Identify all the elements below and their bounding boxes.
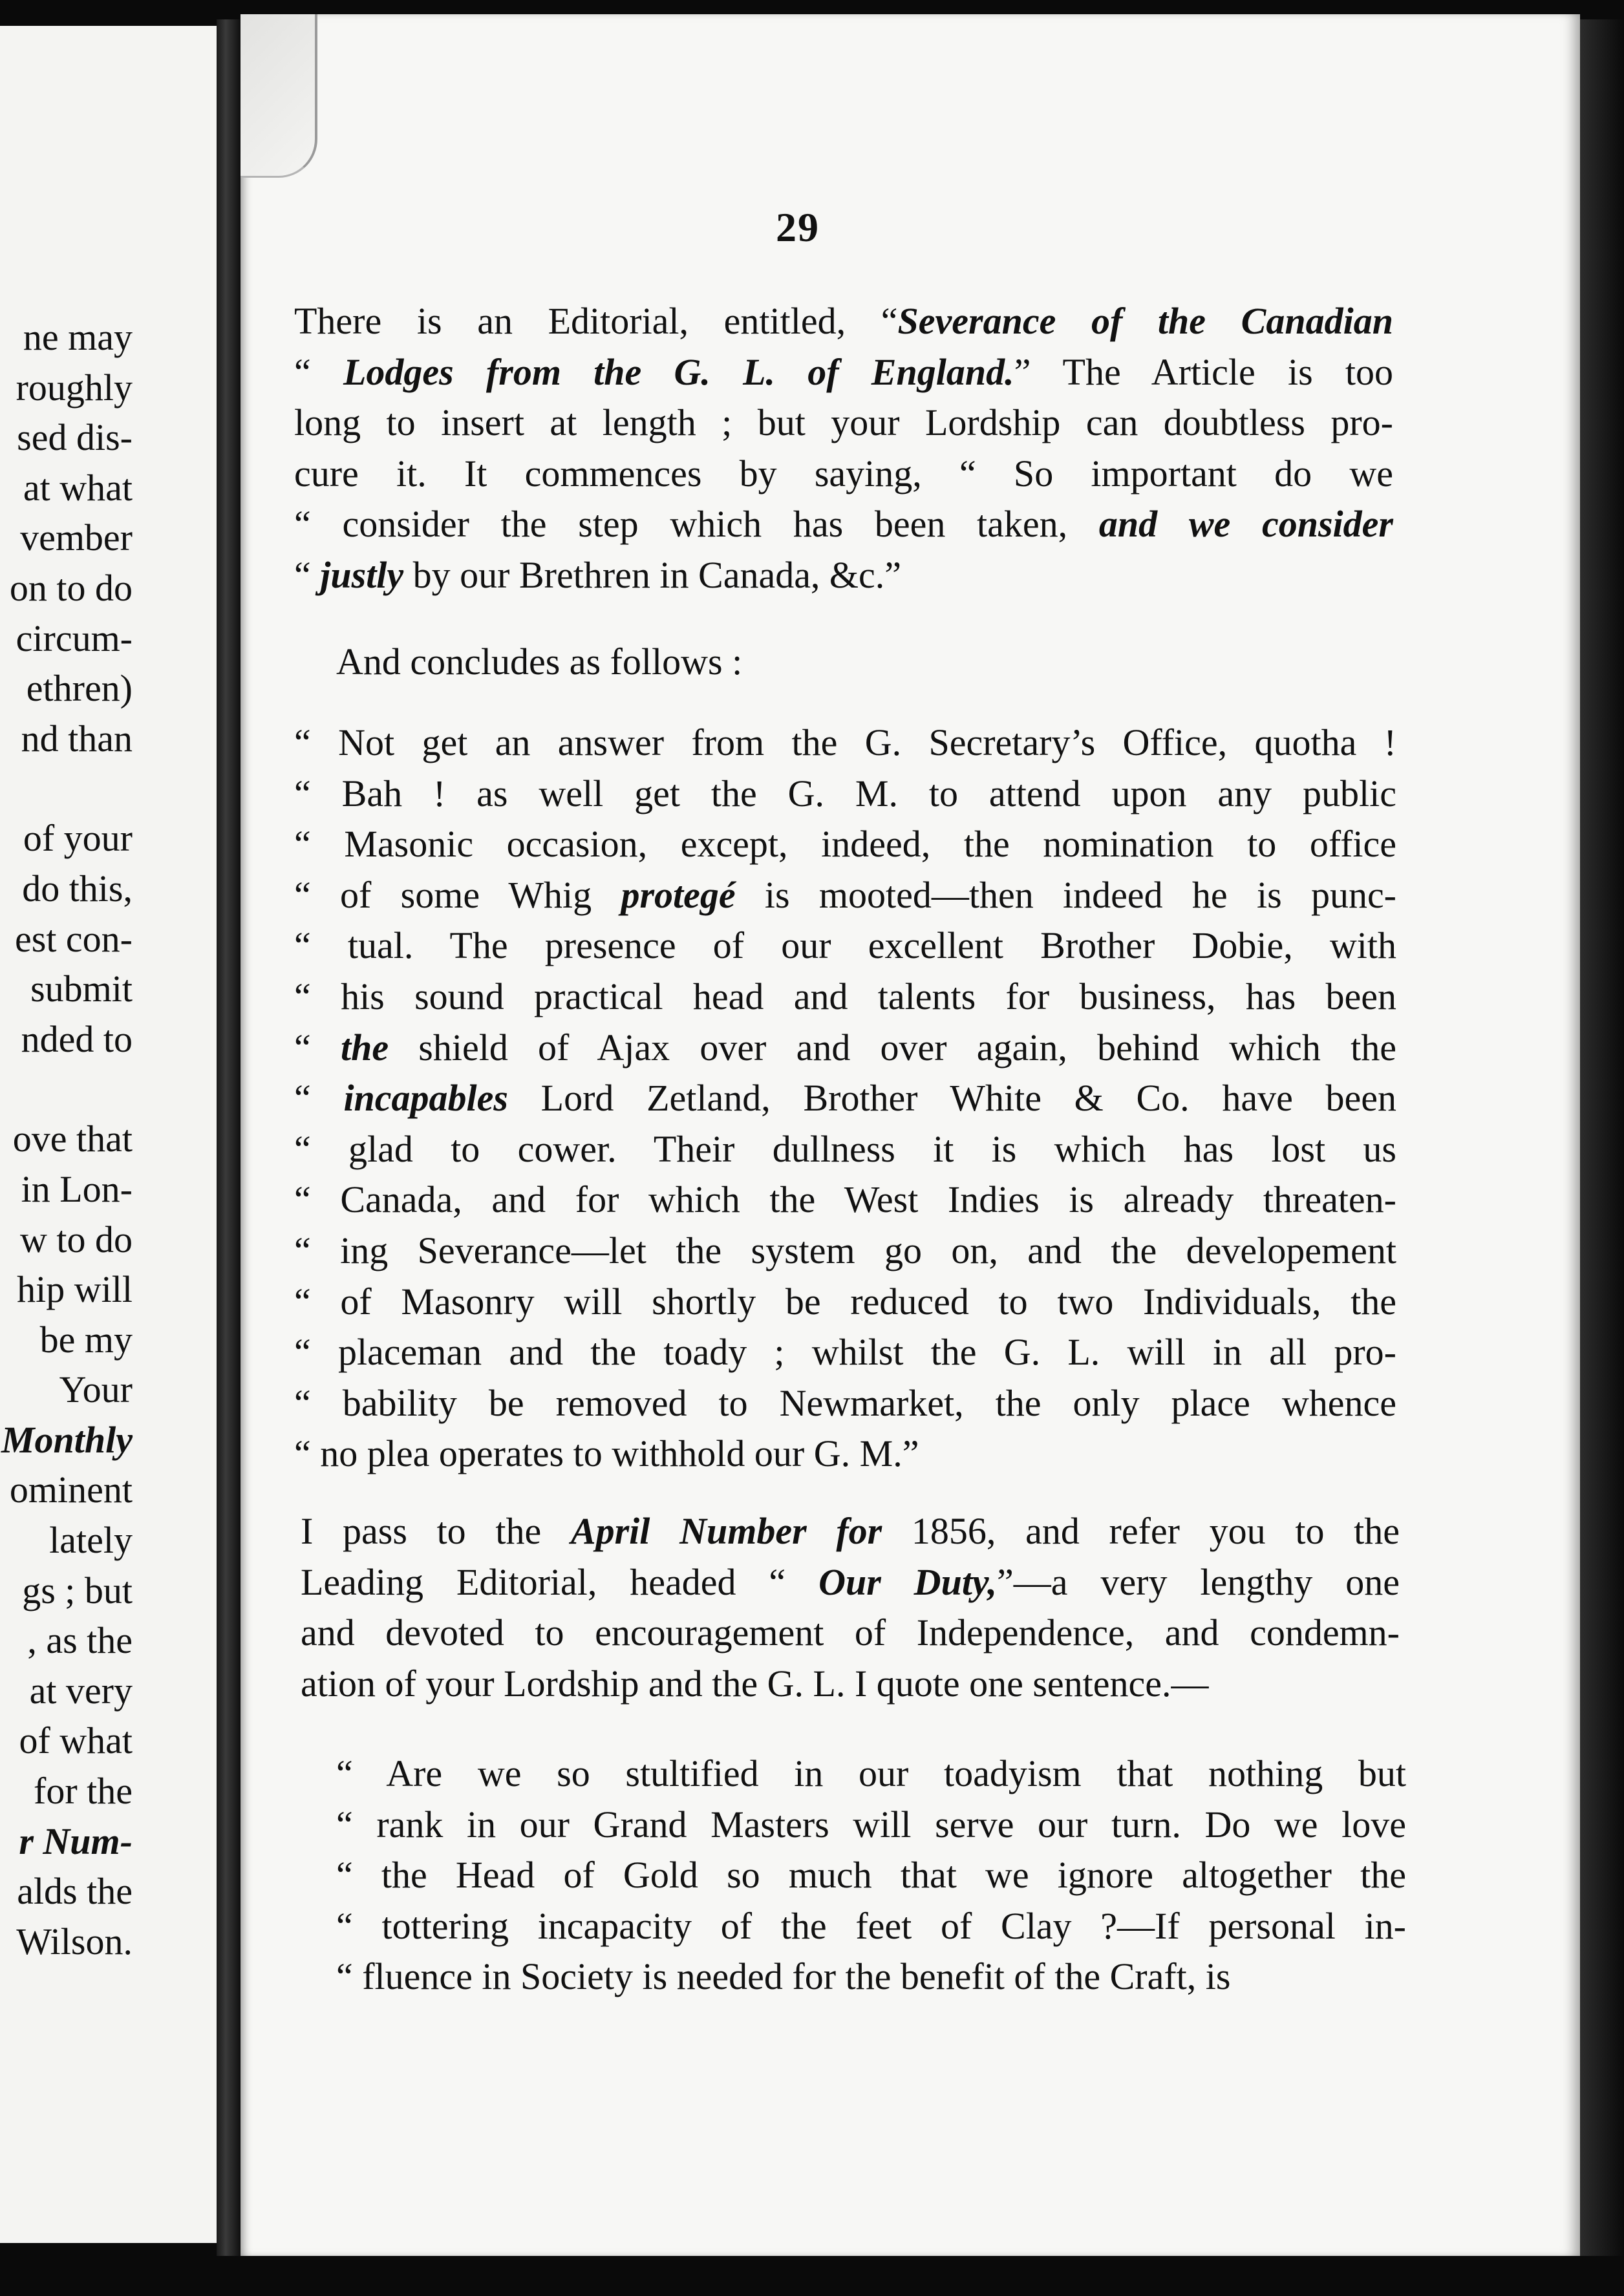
previous-page-line: Wilson. <box>16 1920 133 1962</box>
quote1-line: “ no plea operates to withhold our G. M.” <box>294 1432 919 1475</box>
paragraph1-line: “ Lodges from the G. L. of England.” The Article is too <box>294 350 1393 393</box>
previous-page-line: be my <box>39 1318 133 1361</box>
previous-page-line: ethren) <box>26 667 133 710</box>
quote1-line: “ incapables Lord Zetland, Brother White & Co. have been <box>294 1077 1396 1120</box>
quote2-line: “ the Head of Gold so much that we ignore altogether the <box>336 1854 1406 1897</box>
previous-page-line: alds the <box>17 1870 133 1913</box>
quote2-line: “ fluence in Society is needed for the benefit of the Craft, is <box>336 1955 1231 1998</box>
previous-page-line: , as the <box>27 1619 133 1662</box>
quote1-line: “ of Masonry will shortly be reduced to two Individuals, the <box>294 1280 1396 1323</box>
paragraph-1 <box>294 296 1393 601</box>
previous-page-line: of your <box>23 817 133 860</box>
paragraph3-line: ation of your Lordship and the G. L. I quote one sentence.— <box>301 1662 1209 1705</box>
quote1-line: “ bability be removed to Newmarket, the only place whence <box>294 1381 1396 1424</box>
quote2-line: “ tottering incapacity of the feet of Clay ?—If personal in- <box>336 1904 1406 1947</box>
quote1-line: “ Not get an answer from the G. Secretary’s Office, quotha ! <box>294 721 1396 763</box>
previous-page-strip <box>0 26 217 2243</box>
previous-page-line: for the <box>34 1770 133 1812</box>
previous-page-block-3 <box>1 1114 133 1966</box>
previous-page-line: do this, <box>22 867 133 909</box>
quote2-line: “ rank in our Grand Masters will serve our turn. Do we love <box>336 1803 1406 1845</box>
quote1-line: “ of some Whig protegé is mooted—then indeed he is punc- <box>294 873 1396 916</box>
quote1-line: “ ing Severance—let the system go on, and the developement <box>294 1229 1396 1271</box>
quote-2 <box>336 1749 1406 2003</box>
previous-page-block-1 <box>1 312 133 763</box>
paragraph-2 <box>294 637 1393 688</box>
previous-page-line: ominent <box>9 1469 133 1511</box>
previous-page-line: vember <box>20 516 133 559</box>
previous-page-text <box>1 312 133 1966</box>
previous-page-line: ove that <box>12 1118 133 1160</box>
previous-page-block-2 <box>1 813 133 1064</box>
previous-page-line: Monthly <box>1 1418 133 1461</box>
previous-page-line: on to do <box>9 566 133 609</box>
paragraph-3 <box>301 1506 1400 1709</box>
quote1-line: “ glad to cower. Their dullness it is which has lost us <box>294 1127 1396 1170</box>
quote-1 <box>294 717 1396 1480</box>
previous-page-line: est con- <box>15 917 133 960</box>
book-gutter <box>217 19 240 2256</box>
previous-page-line: Your <box>59 1368 133 1411</box>
page-number: 29 <box>776 204 820 250</box>
previous-page-line: lately <box>49 1519 133 1562</box>
paragraph1-line: long to insert at length ; but your Lordship can doubtless pro- <box>294 401 1393 444</box>
previous-page-line: at what <box>23 466 133 509</box>
previous-page-line: w to do <box>20 1218 133 1260</box>
quote1-line: “ the shield of Ajax over and over again, behind which the <box>294 1026 1396 1068</box>
quote2-line: “ Are we so stultified in our toadyism that nothing but <box>336 1752 1406 1794</box>
paragraph3-line: and devoted to encouragement of Independence, and condemn- <box>301 1611 1400 1654</box>
quote1-line: “ tual. The presence of our excellent Brother Dobie, with <box>294 924 1396 967</box>
previous-page-line: at very <box>29 1669 133 1712</box>
quote1-line: “ Bah ! as well get the G. M. to attend upon any public <box>294 772 1396 814</box>
paragraph3-line: I pass to the April Number for 1856, and refer you to the <box>301 1510 1400 1552</box>
quote1-line: “ Masonic occasion, except, indeed, the nomination to office <box>294 823 1396 866</box>
previous-page-line: in Lon- <box>21 1167 133 1210</box>
previous-page-line: of what <box>19 1719 133 1762</box>
page-edge-shadow <box>1580 19 1624 2256</box>
paragraph1-line: “ justly by our Brethren in Canada, &c.” <box>294 553 902 596</box>
quote1-line: “ his sound practical head and talents for business, has been <box>294 975 1396 1017</box>
previous-page-line: nded to <box>21 1017 133 1060</box>
previous-page-line: r Num- <box>19 1820 133 1862</box>
page-corner-curl <box>240 14 317 178</box>
previous-page-line: nd than <box>21 717 133 760</box>
previous-page-line: ne may <box>23 316 133 358</box>
previous-page-line: hip will <box>17 1268 133 1311</box>
quote1-line: “ placeman and the toady ; whilst the G. L. will in all pro- <box>294 1331 1396 1374</box>
quote1-line: “ Canada, and for which the West Indies is already threaten- <box>294 1178 1396 1221</box>
paragraph-2-line: And concludes as follows : <box>336 641 743 683</box>
previous-page-line: roughly <box>16 366 133 409</box>
previous-page-line: circum- <box>16 617 133 659</box>
previous-page-line: sed dis- <box>17 416 133 459</box>
previous-page-line: submit <box>30 968 133 1010</box>
paragraph1-line: “ consider the step which has been taken, and we consider <box>294 503 1393 546</box>
paragraph3-line: Leading Editorial, headed “ Our Duty,”—a very lengthy one <box>301 1560 1400 1603</box>
paragraph1-line: cure it. It commences by saying, “ So important do we <box>294 452 1393 494</box>
paragraph1-line: There is an Editorial, entitled, “Severance of the Canadian <box>294 300 1393 342</box>
previous-page-line: gs ; but <box>22 1569 133 1611</box>
